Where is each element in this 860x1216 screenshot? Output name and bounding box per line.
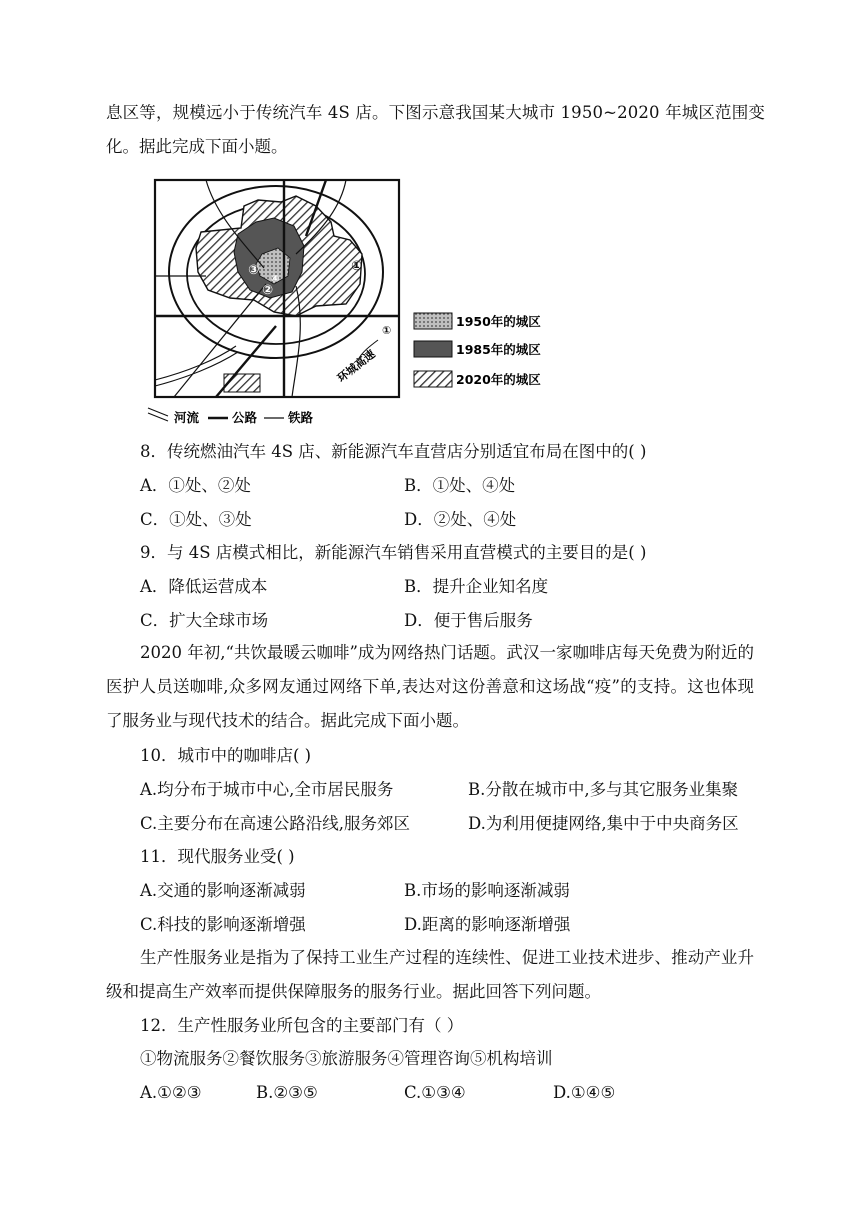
q12-option-d: D.①④⑤ <box>553 1083 616 1102</box>
q12-option-b: B.②③⑤ <box>256 1083 318 1102</box>
q8-option-a: A．①处、②处 <box>140 476 251 495</box>
q8-option-b: B．①处、④处 <box>404 476 516 495</box>
marker-3: ③ <box>248 263 260 278</box>
marker-1-ring: ① <box>382 324 392 337</box>
q9-option-a: A．降低运营成本 <box>140 577 268 596</box>
q8-option-d: D．②处、④处 <box>404 510 517 529</box>
q10-stem: 10．城市中的咖啡店( ) <box>140 746 312 765</box>
q11-stem: 11．现代服务业受( ) <box>140 847 295 866</box>
q11-option-d: D.距离的影响逐渐增强 <box>404 915 571 934</box>
legend-1950: 1950年的城区 <box>456 314 541 329</box>
line-legend <box>148 408 314 425</box>
q11-option-b: B.市场的影响逐渐减弱 <box>404 881 570 900</box>
q10-option-b: B.分散在城市中,多与其它服务业集聚 <box>468 780 739 799</box>
q12-option-c: C.①③④ <box>404 1083 466 1102</box>
intro-line-2: 化。据此完成下面小题。 <box>106 137 288 156</box>
q10-option-c: C.主要分布在高速公路沿线,服务郊区 <box>140 814 411 833</box>
q12-option-a: A.①②③ <box>140 1083 202 1102</box>
q12-stem: 12．生产性服务业所包含的主要部门有（ ） <box>140 1016 464 1035</box>
legend-railway: 铁路 <box>288 410 314 425</box>
q8-stem: 8．传统燃油汽车 4S 店、新能源汽车直营店分别适宜布局在图中的( ) <box>140 442 647 461</box>
ring-road-label: 环城高速 <box>334 347 378 385</box>
q11-option-a: A.交通的影响逐渐减弱 <box>140 881 306 900</box>
legend-highway: 公路 <box>232 410 258 425</box>
q9-stem: 9．与 4S 店模式相比，新能源汽车销售采用直营模式的主要目的是( ) <box>140 543 647 562</box>
marker-1-inner: ① <box>351 259 363 274</box>
marker-4: ④ <box>271 274 280 285</box>
legend-river: 河流 <box>174 410 200 425</box>
q11-option-c: C.科技的影响逐渐增强 <box>140 915 306 934</box>
passage-coffee: 2020 年初,“共饮最暖云咖啡”成为网络热门话题。武汉一家咖啡店每天免费为附近的医护人员送咖啡,众多网友通过网络下单,表达对这份善意和这场战“疫”的支持。这也体现了服务业与现代技术的结合。据此完成下面小题。 <box>106 643 754 730</box>
q10-option-d: D.为利用便捷网络,集中于中央商务区 <box>468 814 739 833</box>
passage-producer-services: 生产性服务业是指为了保持工业生产过程的连续性、促进工业技术进步、推动产业升级和提高生产效率而提供保障服务的服务行业。据此回答下列问题。 <box>106 948 754 1001</box>
city-expansion-map <box>146 176 552 428</box>
q10-option-a: A.均分布于城市中心,全市居民服务 <box>140 780 394 799</box>
map-legend <box>414 313 541 387</box>
q8-option-c: C．①处、③处 <box>140 510 252 529</box>
q9-option-c: C．扩大全球市场 <box>140 611 269 630</box>
legend-1985: 1985年的城区 <box>456 342 541 357</box>
legend-2020: 2020年的城区 <box>456 372 541 387</box>
intro-line-1: 息区等，规模远小于传统汽车 4S 店。下图示意我国某大城市 1950~2020 年城区范围变 <box>106 103 765 122</box>
q9-option-b: B．提升企业知名度 <box>404 577 549 596</box>
q12-items: ①物流服务②餐饮服务③旅游服务④管理咨询⑤机构培训 <box>140 1049 553 1068</box>
q9-option-d: D．便于售后服务 <box>404 611 533 630</box>
marker-2: ② <box>262 283 274 298</box>
